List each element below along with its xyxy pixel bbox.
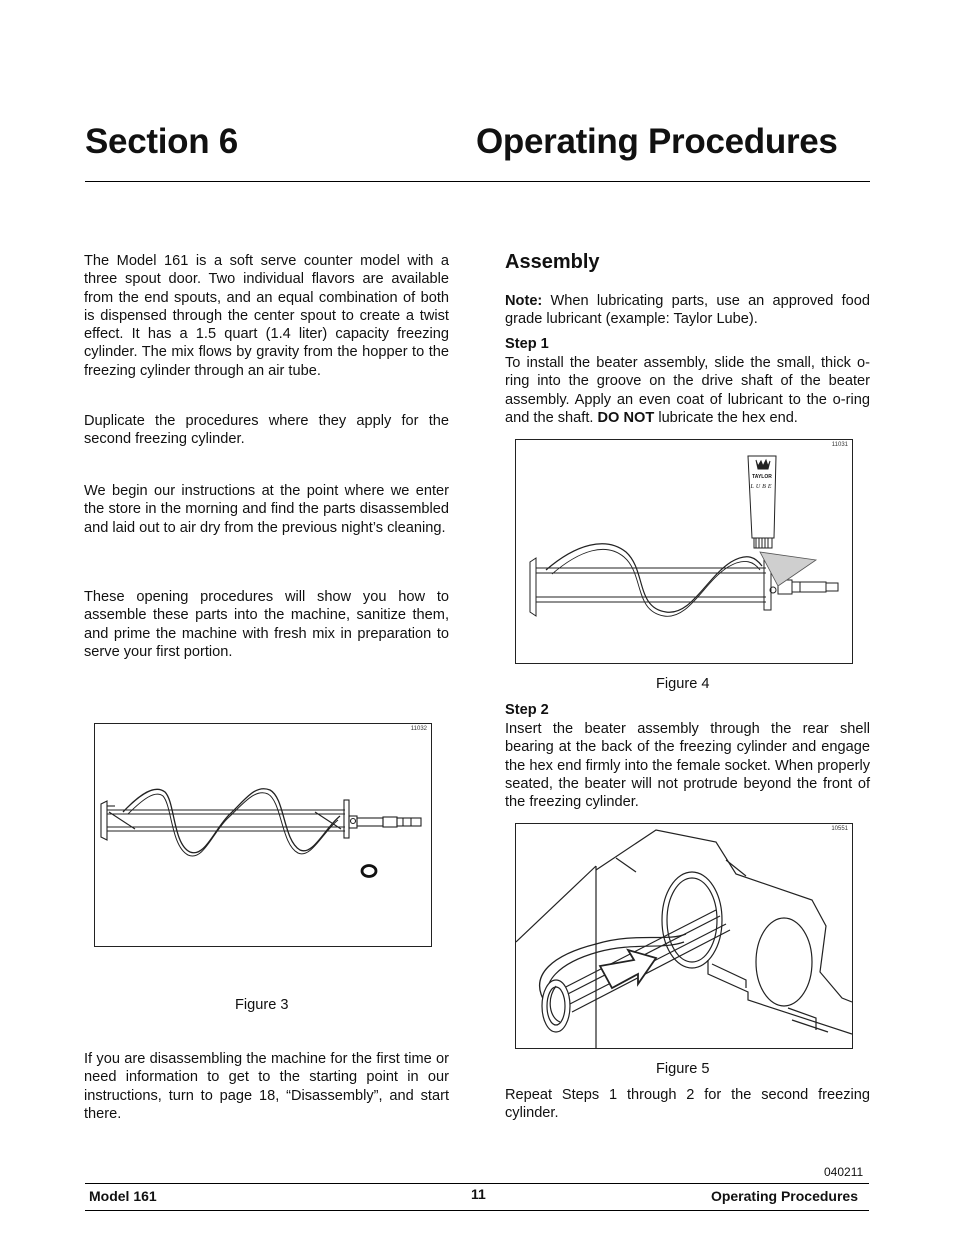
footer-rule-bottom [85,1210,869,1211]
footer-rule-top [85,1183,869,1184]
document-number: 040211 [824,1165,864,1179]
o-ring-icon [362,866,376,877]
figure-5-caption: Figure 5 [656,1061,710,1077]
figure-4-number: 11031 [831,442,848,448]
lube-tube-drawing [516,440,852,663]
note-text: When lubricating parts, use an approved food grade lubricant (example: Taylor Lube). [505,293,870,328]
footer-model: Model 161 [89,1188,157,1204]
figure-3-beater-assembly [94,723,432,947]
disassembly-paragraph: If you are disassembling the machine for the first time or need information to get to the starting point in our instructions, turn to page 18, “Disassembly”, and start there. [84,1051,449,1122]
step-1-text-a: To install the beater assembly, slide the small, thick o-ring into the groove on the drive shaft of the beater assembly. Apply an even coat of lubricant to the o-ring and the shaft. [505,355,870,426]
step-1-text-b: lubricate the hex end. [654,409,798,426]
duplicate-paragraph: Duplicate the procedures where they apply for the second freezing cylinder. [84,413,449,448]
assembly-heading: Assembly [505,251,600,273]
figure-5-beater-insertion [515,823,853,1049]
figure-4-lubricating-beater [515,439,853,664]
opening-procedures-paragraph: These opening procedures will show you how to assemble these parts into the machine, sanitize them, and prime the machine with fresh mix in preparation to serve your first portion. [84,589,449,660]
beater-assembly-drawing [95,724,431,946]
figure-3-caption: Figure 3 [235,997,289,1013]
note-paragraph [505,292,870,329]
tube-brand-label: TAYLOR [752,474,772,480]
repeat-paragraph: Repeat Steps 1 through 2 for the second freezing cylinder. [505,1087,870,1122]
step-2-label: Step 2 [505,702,549,718]
freezer-door-drawing [516,824,852,1048]
step-1-text [505,354,870,427]
step-1-emphasis: DO NOT [597,409,655,426]
footer-section: Operating Procedures [710,1188,858,1204]
intro-paragraph: The Model 161 is a soft serve counter model with a three spout door. Two individual flavors are available from the end spouts, and an equal combination of both is dispensed through the center spout to create a twist effect. It has a 1.5 quart (1.4 liter) capacity freezing cylinder. The mix flows by gravity from the hopper to the freezing cylinder through an air tube. [84,253,449,379]
section-number: Section 6 [85,122,238,161]
morning-paragraph: We begin our instructions at the point where we enter the store in the morning and find the parts disassembled and laid out to air dry from the previous night’s cleaning. [84,483,449,536]
page-number: 11 [471,1186,486,1202]
tube-product-label: LUBE [750,484,774,490]
page-title: Operating Procedures [476,122,838,161]
step-1-label: Step 1 [505,336,549,352]
note-label: Note: [505,293,543,309]
header-rule [85,181,870,182]
step-2-text: Insert the beater assembly through the rear shell bearing at the back of the freezing cylinder and engage the hex end firmly into the female socket. When properly seated, the beater will not protrude beyond the front of the freezing cylinder. [505,721,870,811]
figure-3-number: 11032 [410,726,427,732]
figure-4-caption: Figure 4 [656,676,710,692]
figure-5-number: 10551 [831,826,848,832]
